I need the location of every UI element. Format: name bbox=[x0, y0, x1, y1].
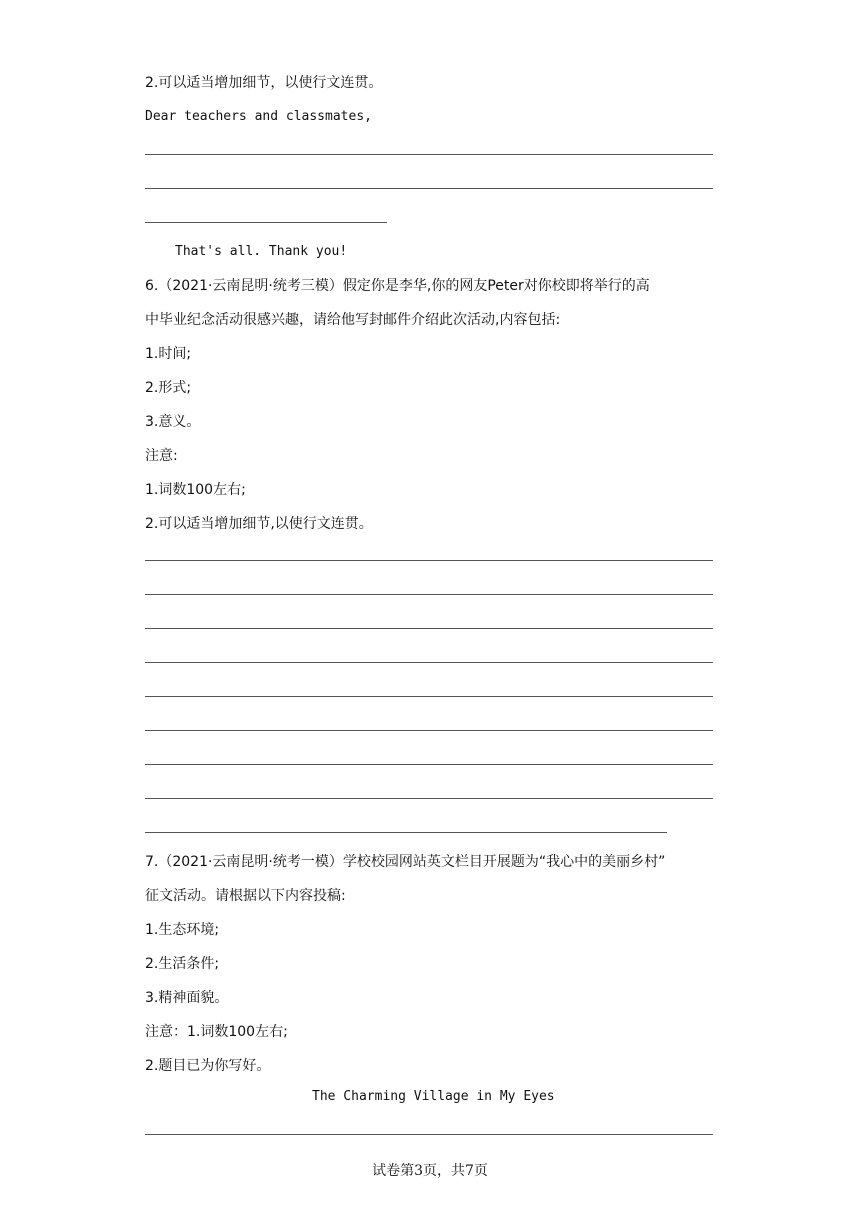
answer-line bbox=[145, 628, 713, 629]
q6-note-label: 注意: bbox=[145, 448, 178, 464]
q6-item-2: 2.形式; bbox=[145, 380, 192, 396]
answer-line bbox=[145, 1134, 713, 1135]
q7-item-2: 2.生活条件; bbox=[145, 956, 220, 972]
q7-note-1: 注意：1.词数100左右; bbox=[145, 1024, 288, 1040]
q5-greeting: Dear teachers and classmates, bbox=[145, 109, 372, 124]
q6-item-1: 1.时间; bbox=[145, 346, 192, 362]
q5-note-2: 2.可以适当增加细节，以使行文连贯。 bbox=[145, 75, 383, 91]
q6-prompt-line-2: 中毕业纪念活动很感兴趣，请给他写封邮件介绍此次活动,内容包括: bbox=[145, 312, 561, 328]
answer-line bbox=[145, 696, 713, 697]
q6-note-1: 1.词数100左右; bbox=[145, 482, 246, 498]
q6-item-3: 3.意义。 bbox=[145, 414, 201, 430]
q7-prompt-line-2: 征文活动。请根据以下内容投稿: bbox=[145, 888, 346, 904]
q5-closing: That's all. Thank you! bbox=[175, 244, 348, 259]
q7-essay-title: The Charming Village in My Eyes bbox=[312, 1089, 555, 1104]
answer-line bbox=[145, 594, 713, 595]
q7-prompt-line-1: 7.（2021·云南昆明·统考一模）学校校园网站英文栏目开展题为“我心中的美丽乡村” bbox=[145, 854, 666, 870]
answer-line bbox=[145, 154, 713, 155]
answer-line-short bbox=[145, 222, 387, 223]
answer-line bbox=[145, 662, 713, 663]
answer-line bbox=[145, 560, 713, 561]
answer-line bbox=[145, 764, 713, 765]
answer-line bbox=[145, 188, 713, 189]
q7-note-2: 2.题目已为你写好。 bbox=[145, 1058, 271, 1074]
q7-item-1: 1.生态环境; bbox=[145, 922, 220, 938]
q6-prompt-line-1: 6.（2021·云南昆明·统考三模）假定你是李华,你的网友Peter对你校即将举行的高 bbox=[145, 278, 650, 294]
q7-item-3: 3.精神面貌。 bbox=[145, 990, 229, 1006]
answer-line bbox=[145, 730, 713, 731]
answer-line-short bbox=[145, 832, 667, 833]
page-footer: 试卷第3页，共7页 bbox=[372, 1163, 488, 1179]
q6-note-2: 2.可以适当增加细节,以使行文连贯。 bbox=[145, 516, 373, 532]
answer-line bbox=[145, 798, 713, 799]
